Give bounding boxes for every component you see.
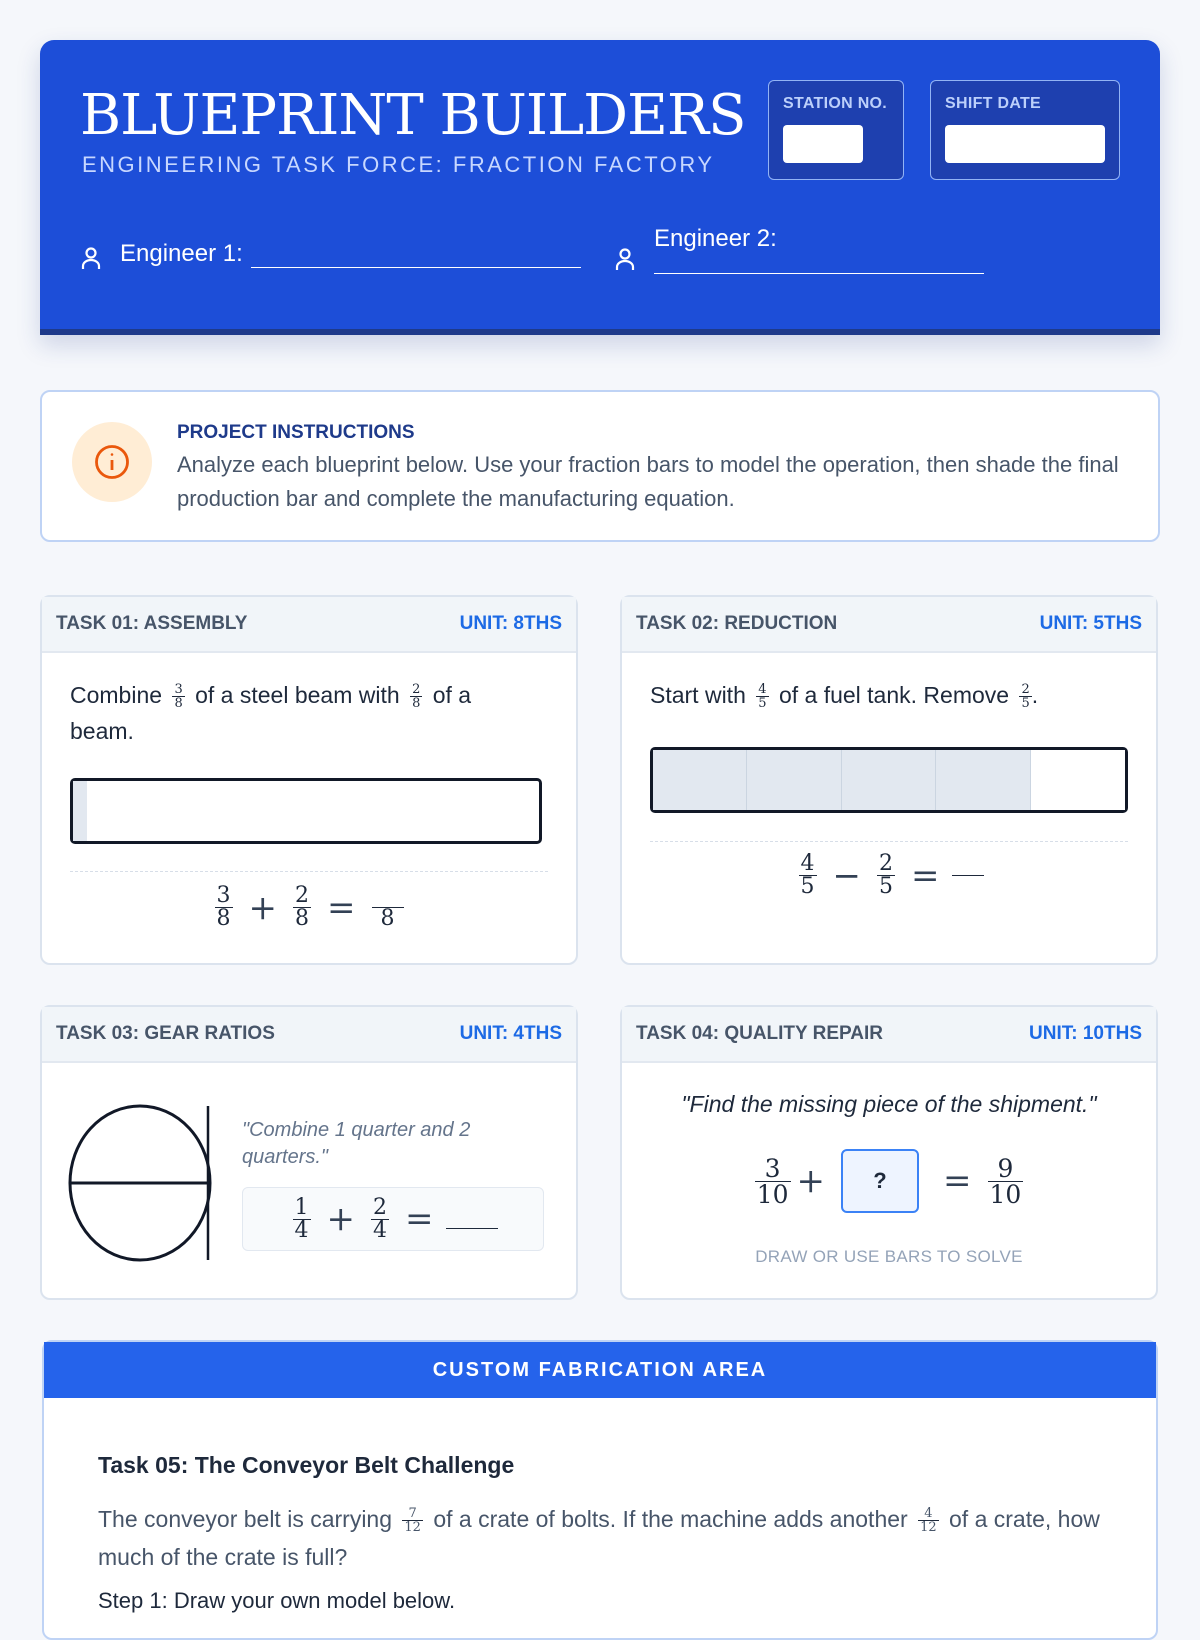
task-prompt: [650, 677, 1140, 713]
worksheet-subtitle: ENGINEERING TASK FORCE: FRACTION FACTORY: [82, 152, 715, 177]
task-quote: "Combine 1 quarter and 2 quarters.": [242, 1119, 471, 1168]
fabrication-step: Step 1: Draw your own model below.: [98, 1588, 456, 1613]
denominator: 5: [1021, 696, 1030, 712]
fuel-tank-segment[interactable]: [1031, 750, 1125, 810]
prompt-text: of a steel beam with: [195, 682, 400, 708]
task-card-gear-ratios: [40, 1005, 578, 1300]
bar-shaded-portion: [73, 781, 87, 841]
fuel-tank-segment[interactable]: [842, 750, 936, 810]
fraction: [877, 853, 895, 898]
info-icon-badge: [72, 422, 152, 502]
equals-sign: =: [405, 1199, 434, 1239]
denominator: 5: [800, 874, 815, 899]
task-unit: UNIT: 5THS: [1039, 613, 1142, 634]
user-icon: [80, 246, 102, 270]
numerator: 7: [408, 1506, 417, 1522]
user-icon: [614, 247, 636, 271]
task-unit: UNIT: 4THS: [459, 1023, 562, 1044]
denominator: 4: [373, 1217, 387, 1243]
answer-blank[interactable]: [952, 875, 984, 876]
numerator: 4: [924, 1506, 933, 1522]
numerator: 3: [216, 883, 231, 908]
prompt-text: Start with: [650, 682, 746, 708]
body-text: of a crate of bolts. If the machine adds another: [433, 1506, 908, 1532]
denominator: 12: [920, 1520, 937, 1536]
denominator: 8: [295, 906, 309, 931]
prompt-text: Combine: [70, 682, 163, 708]
denominator: 8: [412, 696, 421, 712]
station-number-label: STATION NO.: [783, 95, 888, 112]
task-equation: [42, 885, 576, 930]
fraction: [215, 885, 233, 930]
engineer-1-field: [80, 240, 581, 270]
engineer-2-field: [614, 225, 984, 281]
fraction: [293, 1194, 311, 1243]
shift-date-box: [930, 80, 1120, 180]
answer-blank[interactable]: [446, 1228, 498, 1229]
info-icon: [92, 442, 132, 482]
shift-date-input[interactable]: [945, 125, 1105, 163]
fabrication-heading: CUSTOM FABRICATION AREA: [44, 1342, 1156, 1398]
prompt-text: of a beam.: [70, 682, 472, 744]
solve-hint: DRAW OR USE BARS TO SOLVE: [755, 1247, 1023, 1266]
worksheet-header: [40, 40, 1160, 335]
fuel-tank-segment[interactable]: [653, 750, 747, 810]
numerator: 2: [412, 682, 421, 698]
task-unit: UNIT: 8THS: [459, 613, 562, 634]
answer-fraction[interactable]: [372, 885, 404, 930]
fuel-tank-segment[interactable]: [936, 750, 1030, 810]
numerator: 2: [1021, 682, 1030, 698]
instructions-heading: PROJECT INSTRUCTIONS: [177, 422, 415, 443]
task-card-header: [622, 1007, 1156, 1063]
fuel-tank-bar[interactable]: [650, 747, 1128, 813]
operator: −: [832, 855, 861, 896]
numerator: 3: [764, 1153, 781, 1183]
project-instructions: [40, 390, 1160, 542]
body-text: The conveyor belt is carrying: [98, 1506, 393, 1532]
task-card-header: [622, 597, 1156, 653]
operator: +: [248, 887, 277, 928]
numerator: 2: [295, 883, 309, 908]
task-card-header: [42, 597, 576, 653]
task-quote: "Find the missing piece of the shipment.": [681, 1091, 1097, 1117]
denominator: 10: [756, 1179, 789, 1209]
gear-circle-model[interactable]: [68, 1102, 218, 1264]
worksheet-title: BLUEPRINT BUILDERS: [80, 83, 746, 148]
denominator: 10: [989, 1179, 1022, 1209]
engineer-1-label: Engineer 1:: [120, 240, 243, 267]
instructions-body: Analyze each blueprint below. Use your fraction bars to model the operation, then shade the final production bar and complete the manufacturing equation.: [177, 452, 1119, 511]
numerator: 3: [174, 682, 183, 698]
denominator: 8: [174, 696, 183, 712]
numerator: 2: [373, 1194, 387, 1220]
denominator: 8: [216, 906, 231, 931]
engineer-1-line[interactable]: [251, 240, 581, 268]
fraction: [755, 1153, 791, 1209]
task-card-quality-repair: [620, 1005, 1158, 1300]
fraction: [410, 683, 422, 710]
task-prompt: [70, 677, 540, 749]
numerator: 4: [800, 851, 815, 876]
prompt-text: of a fuel tank. Remove: [778, 682, 1010, 708]
task-card-assembly: [40, 595, 578, 965]
fraction: [402, 1507, 423, 1534]
task-equation: [622, 1149, 1156, 1213]
denominator: 4: [294, 1217, 309, 1243]
fraction: [799, 853, 817, 898]
prompt-text: .: [1031, 682, 1039, 708]
denominator: 5: [879, 874, 893, 899]
task-card-header: [42, 1007, 576, 1063]
operator: +: [326, 1199, 355, 1239]
fraction: [988, 1153, 1024, 1209]
task-title: TASK 03: GEAR RATIOS: [56, 1023, 275, 1044]
divider: [650, 841, 1128, 842]
fuel-tank-segment[interactable]: [747, 750, 841, 810]
fraction: [172, 683, 184, 710]
station-number-input[interactable]: [783, 125, 863, 163]
fraction: [1019, 683, 1031, 710]
numerator: 1: [294, 1194, 309, 1220]
equals-sign: =: [327, 887, 356, 928]
station-number-box: [768, 80, 904, 180]
numerator: 4: [758, 682, 767, 698]
task-card-reduction: [620, 595, 1158, 965]
fabrication-task-body: [98, 1500, 1118, 1576]
task-title: TASK 01: ASSEMBLY: [56, 613, 248, 634]
production-bar[interactable]: [70, 778, 542, 844]
denominator: 8: [372, 907, 404, 930]
task-title: TASK 02: REDUCTION: [636, 613, 838, 634]
engineer-2-label: Engineer 2:: [654, 225, 777, 252]
answer-numerator-blank[interactable]: [372, 885, 404, 907]
denominator: 12: [404, 1520, 421, 1536]
missing-piece-box[interactable]: ?: [841, 1149, 919, 1213]
fraction: [371, 1194, 389, 1243]
fraction: [918, 1507, 939, 1534]
body-text: of a crate, how much of the crate is full?: [98, 1506, 1100, 1570]
fabrication-task-title: Task 05: The Conveyor Belt Challenge: [98, 1452, 515, 1478]
custom-fabrication-area: [42, 1340, 1158, 1640]
numerator: 9: [997, 1153, 1014, 1183]
task-title: TASK 04: QUALITY REPAIR: [636, 1023, 884, 1044]
shift-date-label: SHIFT DATE: [945, 95, 1042, 112]
fraction: [756, 683, 768, 710]
equals-sign: =: [911, 855, 940, 896]
equals-sign: =: [943, 1161, 972, 1201]
task-unit: UNIT: 10THS: [1029, 1023, 1142, 1044]
divider: [70, 871, 548, 872]
task-equation: [242, 1187, 544, 1251]
fraction: [293, 885, 311, 930]
engineer-2-line[interactable]: [654, 258, 984, 274]
task-equation: [622, 853, 1156, 898]
operator: +: [796, 1161, 825, 1201]
numerator: 2: [879, 851, 893, 876]
denominator: 5: [758, 696, 767, 712]
